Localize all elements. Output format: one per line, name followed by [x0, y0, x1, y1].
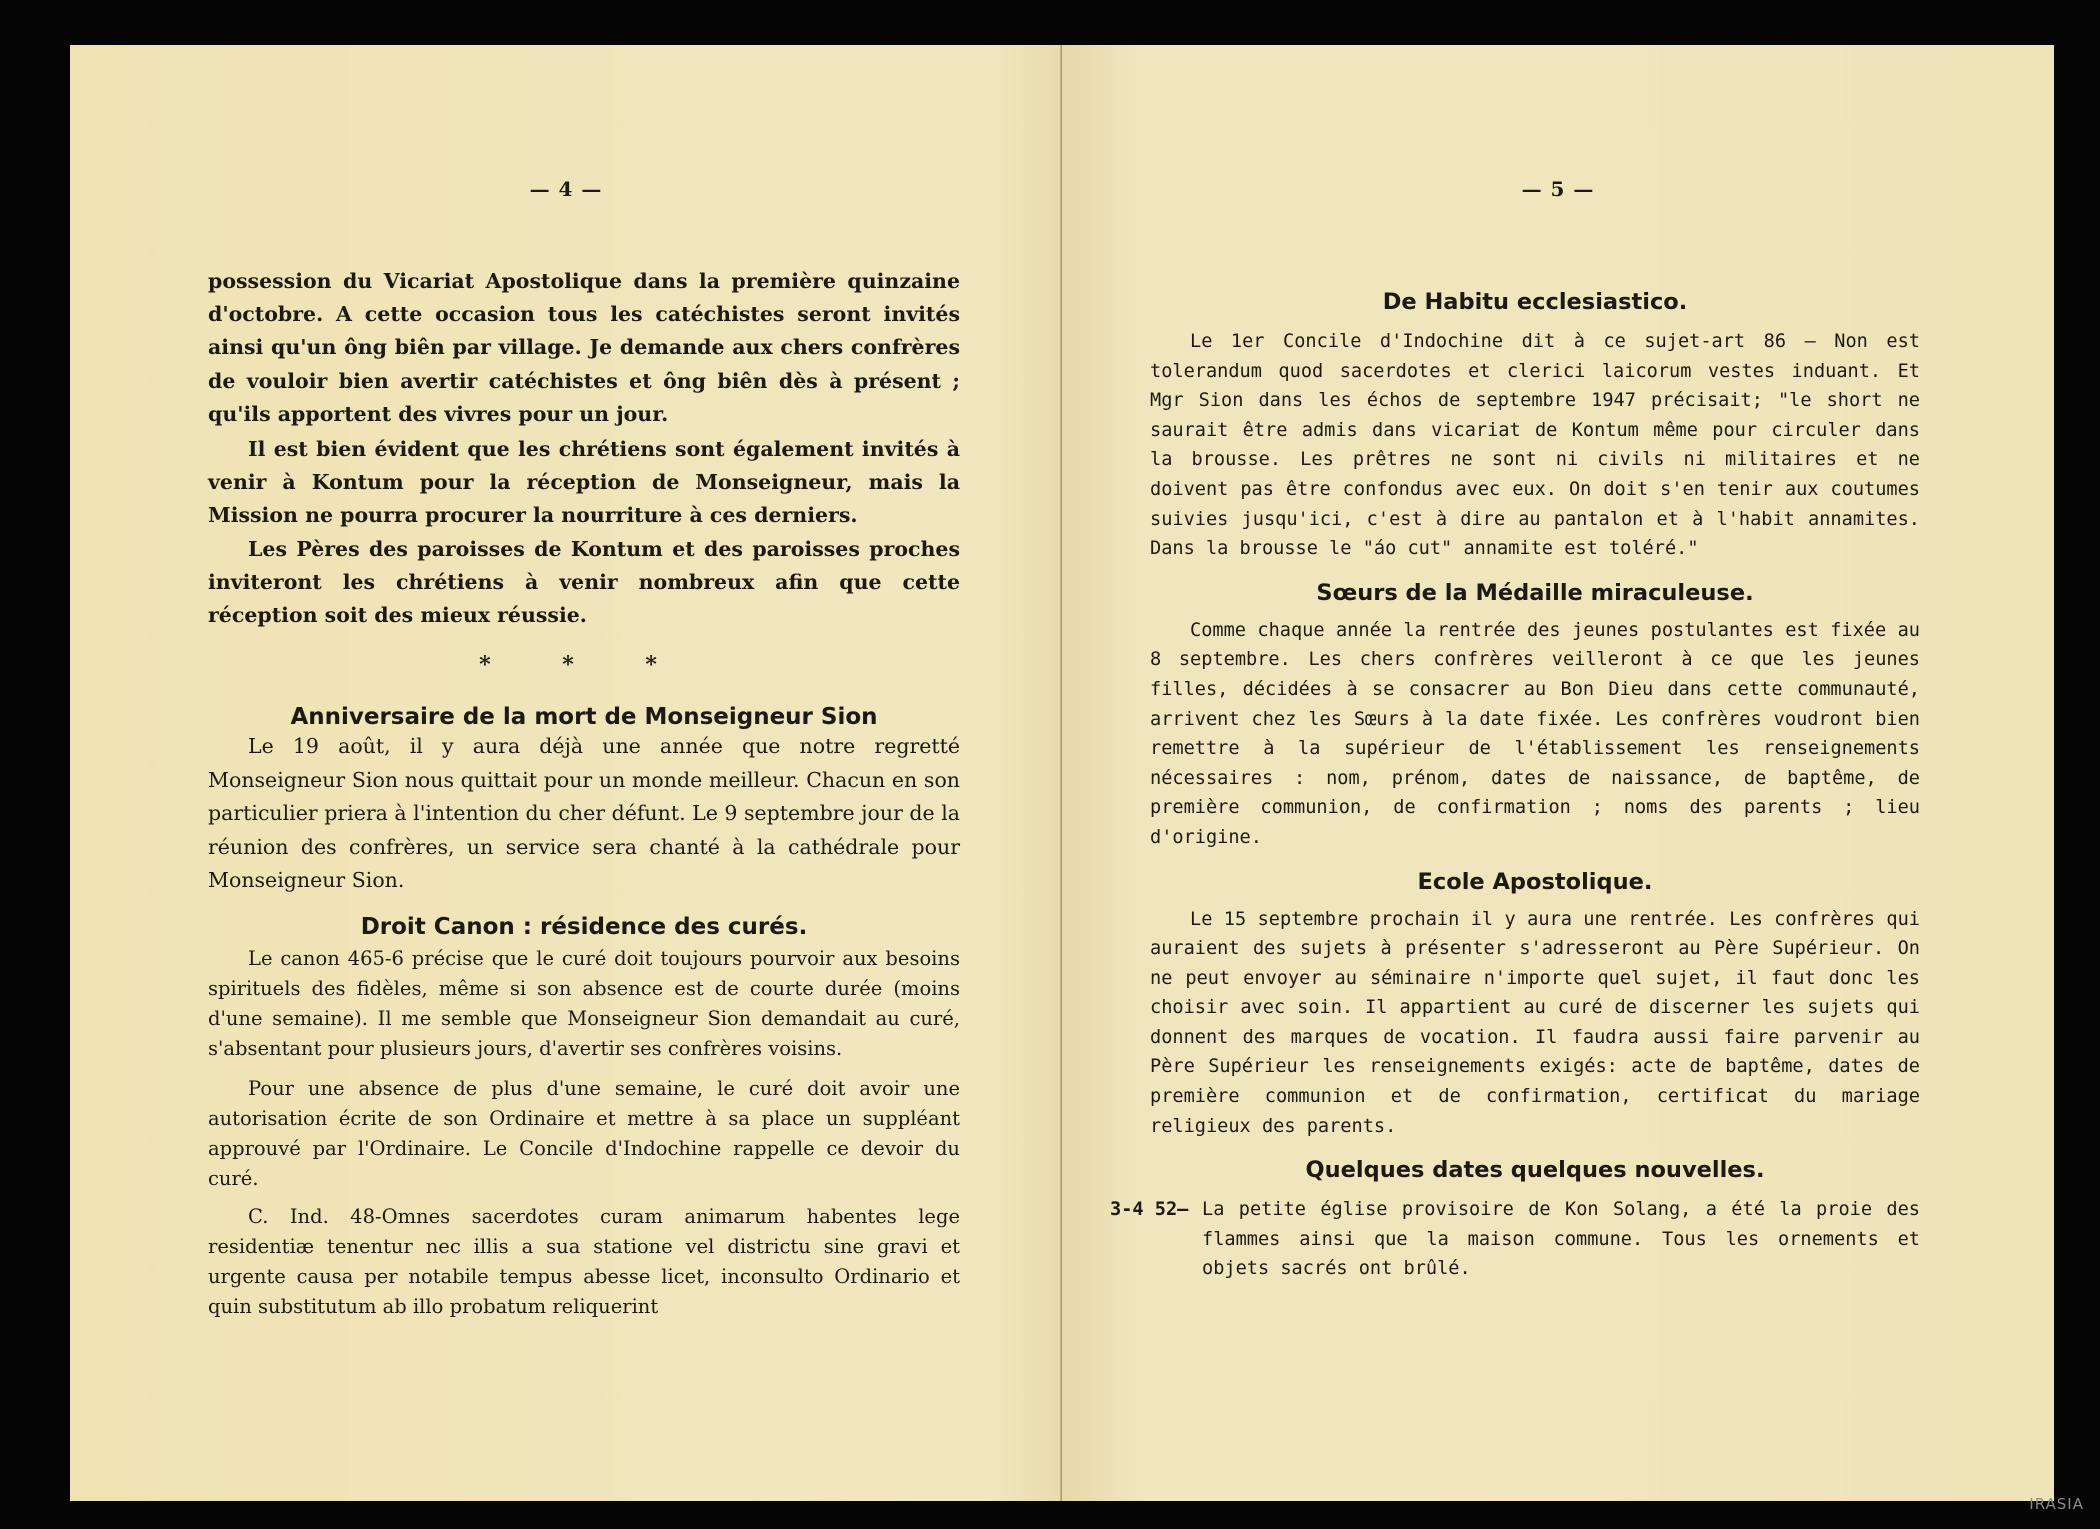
paragraph-latin: C. Ind. 48-Omnes sacerdotes curam animarum habentes lege residentiæ tenentur nec illis a sua statione vel districtu sine gravi et urgente causa per notabile tempus abesse licet, inconsulto Ordinario et quin substitutum ab illo probatum reliquerint [208, 1204, 960, 1318]
date-entry [1110, 1195, 1920, 1284]
watermark-text: IRASIA [2029, 1495, 2084, 1513]
paragraph: Comme chaque année la rentrée des jeunes postulantes est fixée au 8 septembre. Les chers confrères veilleront à ce que les jeunes filles, décidées à se consacrer au Bon Dieu dans cette communauté, arrivent chez les Sœurs à la date fixée. Les confrères voudront bien remettre à la supérieur de l'établissement les renseignements nécessaires : nom, prénom, dates de naissance, de baptême, de première communion, de confirmation ; noms des parents ; lieu d'origine. [1150, 619, 1920, 848]
booklet-spread [70, 45, 2054, 1501]
heading-habitu: De Habitu ecclesiastico. [1382, 289, 1688, 315]
heading-dates: Quelques dates quelques nouvelles. [1305, 1157, 1765, 1184]
paragraph: Le 15 septembre prochain il y aura une rentrée. Les confrères qui auraient des sujets à présenter s'adresseront au Père Supérieur. On ne peut envoyer au séminaire n'importe quel sujet, il faut donc les choisir avec soin. Il appartient au curé de discerner les sujets qui donnent des marques de vocation. Il faudra aussi faire parvenir au Père Supérieur les renseignements exigés: acte de baptême, dates de première communion et de confirmation, certificat du mariage religieux des parents. [1150, 908, 1920, 1137]
heading-soeurs: Sœurs de la Médaille miraculeuse. [1316, 579, 1754, 606]
entry-text: La petite église provisoire de Kon Solang, a été la proie des flammes ainsi que la maison commune. Tous les ornements et objets sacrés ont brûlé. [1202, 1199, 1920, 1280]
section-separator: * * * [479, 652, 689, 679]
right-column [1110, 289, 1920, 1284]
paragraph: Le 1er Concile d'Indochine dit à ce sujet-art 86 — Non est tolerandum quod sacerdotes et clerici laicorum vestes induant. Et Mgr Sion dans les échos de septembre 1947 précisait; "le short ne saurait être admis dans vicariat de Kontum même pour circuler dans la brousse. Les prêtres ne sont ni civils ni militaires et ne doivent pas être confondus avec eux. On doit s'en tenir aux coutumes suivies jusqu'ici, c'est à dire au pantalon et à l'habit annamites. Dans la brousse le "áo cut" annamite est toléré." [1150, 331, 1920, 560]
paragraph: Les Pères des paroisses de Kontum et des paroisses proches inviteront les chrétiens à venir nombreux afin que cette réception soit des mieux réussie. [208, 536, 960, 628]
heading-ecole: Ecole Apostolique. [1417, 868, 1653, 895]
page-number: — 5 — [1521, 177, 1595, 201]
left-column [208, 265, 960, 1322]
paragraph: Le 19 août, il y aura déjà une année que notre regretté Monseigneur Sion nous quittait pour un monde meilleur. Chacun en son particulier priera à l'intention du cher défunt. Le 9 septembre jour de la réunion des confrères, un service sera chanté à la cathédrale pour Monseigneur Sion. [208, 734, 960, 893]
entry-date: 3-4 52— [1110, 1199, 1189, 1221]
paragraph: possession du Vicariat Apostolique dans la première quinzaine d'octobre. A cette occasion tous les catéchistes seront invités ainsi qu'un ông biên par village. Je demande aux chers confrères de vouloir bien avertir catéchistes et ông biên dès à présent ; qu'ils apportent des vivres pour un jour. [208, 269, 960, 426]
paragraph: Il est bien évident que les chrétiens sont également invités à venir à Kontum pour la réception de Monseigneur, mais la Mission ne pourra procurer la nourriture à ces derniers. [208, 437, 960, 528]
heading-droit-canon: Droit Canon : résidence des curés. [360, 913, 808, 940]
paragraph: Pour une absence de plus d'une semaine, le curé doit avoir une autorisation écrite de son Ordinaire et mettre à sa place un suppléant approuvé par l'Ordinaire. Le Concile d'Indochine rappelle ce devoir du curé. [208, 1076, 960, 1190]
heading-anniversaire: Anniversaire de la mort de Monseigneur Sion [290, 704, 878, 731]
page-number: — 4 — [529, 177, 603, 201]
paragraph: Le canon 465-6 précise que le curé doit toujours pourvoir aux besoins spirituels des fidèles, même si son absence est de courte durée (moins d'une semaine). Il me semble que Monseigneur Sion demandait au curé, s'absentant pour plusieurs jours, d'avertir ses confrères voisins. [208, 946, 960, 1060]
right-page [1062, 45, 2054, 1501]
left-page [70, 45, 1062, 1501]
